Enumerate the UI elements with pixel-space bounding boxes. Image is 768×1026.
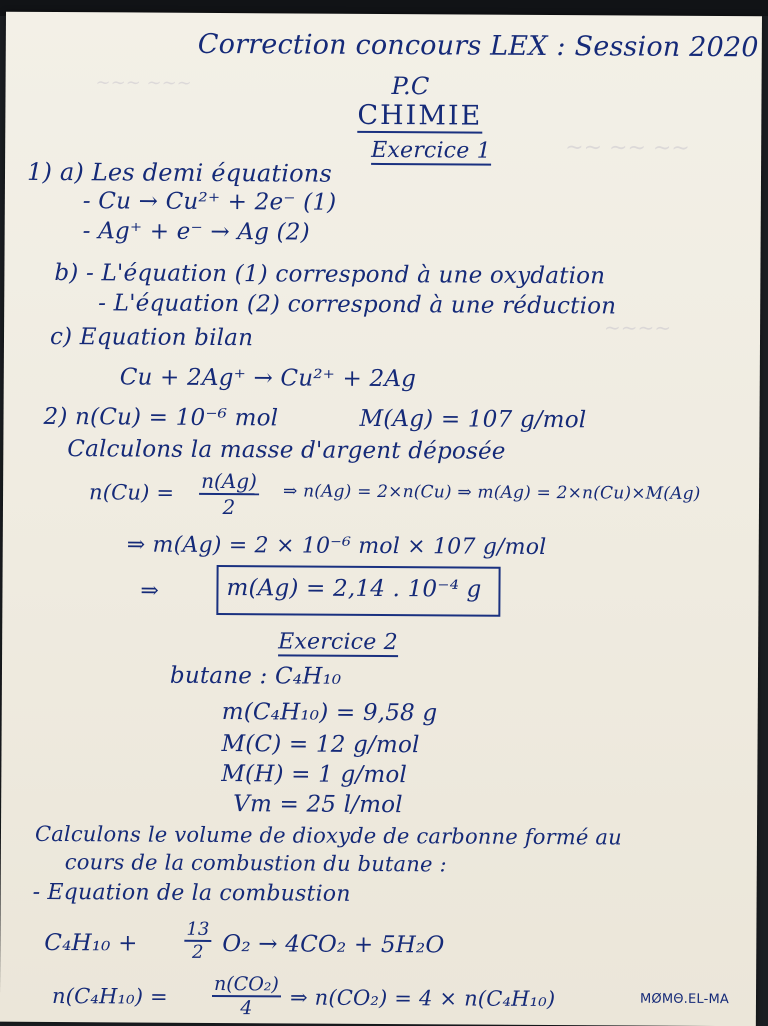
mole-relation-right: ⇒ n(CO₂) = 4 × n(C₄H₁₀) [289,985,556,1012]
fraction-numerator: n(Ag) [199,469,259,495]
q1c-label: c) Equation bilan [49,323,254,352]
relation-right: ⇒ n(Ag) = 2×n(Cu) ⇒ m(Ag) = 2×n(Cu)×M(Ag) [283,481,701,504]
mole-fraction-numerator: n(CO₂) [212,973,281,997]
q2-title: Calculons la masse d'argent déposée [67,436,506,465]
mole-relation-left: n(C₄H₁₀) = [51,983,168,1009]
show-through-text: ~~~~ [604,315,672,340]
butane-formula: butane : C₄H₁₀ [169,662,342,690]
task-line-2: cours de la combustion du butane : [64,850,447,877]
bilan-equation: Cu + 2Ag⁺ → Cu²⁺ + 2Ag [119,364,417,393]
q1b-line-1: b) - L'équation (1) correspond à une oxydation [54,259,606,290]
q2-data-moles: 2) n(Cu) = 10⁻⁶ mol [43,403,279,432]
show-through-text: ~~~ ~~~ [95,72,192,94]
combustion-left: C₄H₁₀ + [44,929,138,957]
mole-fraction-denominator: 4 [240,997,253,1020]
combustion-right: O₂ → 4CO₂ + 5H₂O [222,931,445,959]
exercise1-heading: Exercice 1 [371,137,491,164]
relation-fraction [199,469,259,519]
result-value: m(Ag) = 2,14 . 10⁻⁴ g [226,575,482,603]
mass-calculation: ⇒ m(Ag) = 2 × 10⁻⁶ mol × 107 g/mol [126,532,547,561]
subject-code: P.C [391,72,430,101]
butane-mass: m(C₄H₁₀) = 9,58 g [221,699,438,727]
mole-relation-fraction [212,973,281,1019]
half-equation-1: - Cu → Cu²⁺ + 2e⁻ (1) [82,188,337,216]
subject-heading: CHIMIE [357,99,483,132]
hydrogen-molar-mass: M(H) = 1 g/mol [221,761,408,789]
molar-volume: Vm = 25 l/mol [233,791,403,819]
result-arrow: ⇒ [140,578,160,604]
signature: MØMΘ.EL-MA [639,991,730,1008]
q1a-label: 1) a) Les demi équations [26,157,333,188]
fraction-denominator: 2 [222,495,236,520]
page-title: Correction concours LEX : Session 2020 [197,28,759,64]
carbon-molar-mass: M(C) = 12 g/mol [221,731,420,759]
q2-data-molar-mass: M(Ag) = 107 g/mol [359,405,587,434]
show-through-text: ~~ ~~ ~~ [565,135,690,161]
task-line-1: Calculons le volume de dioxyde de carbonne formé au [34,821,622,850]
paper-sheet [0,12,762,1026]
relation-left: n(Cu) = [89,480,175,505]
half-equation-2: - Ag⁺ + e⁻ → Ag (2) [82,218,310,246]
combustion-title: - Equation de la combustion [32,879,351,907]
coefficient-denominator: 2 [191,941,204,963]
oxygen-coefficient [184,919,211,963]
coefficient-numerator: 13 [184,919,211,942]
exercise2-heading: Exercice 2 [278,629,398,656]
q1b-line-2: - L'équation (2) correspond à une réduction [98,290,617,320]
